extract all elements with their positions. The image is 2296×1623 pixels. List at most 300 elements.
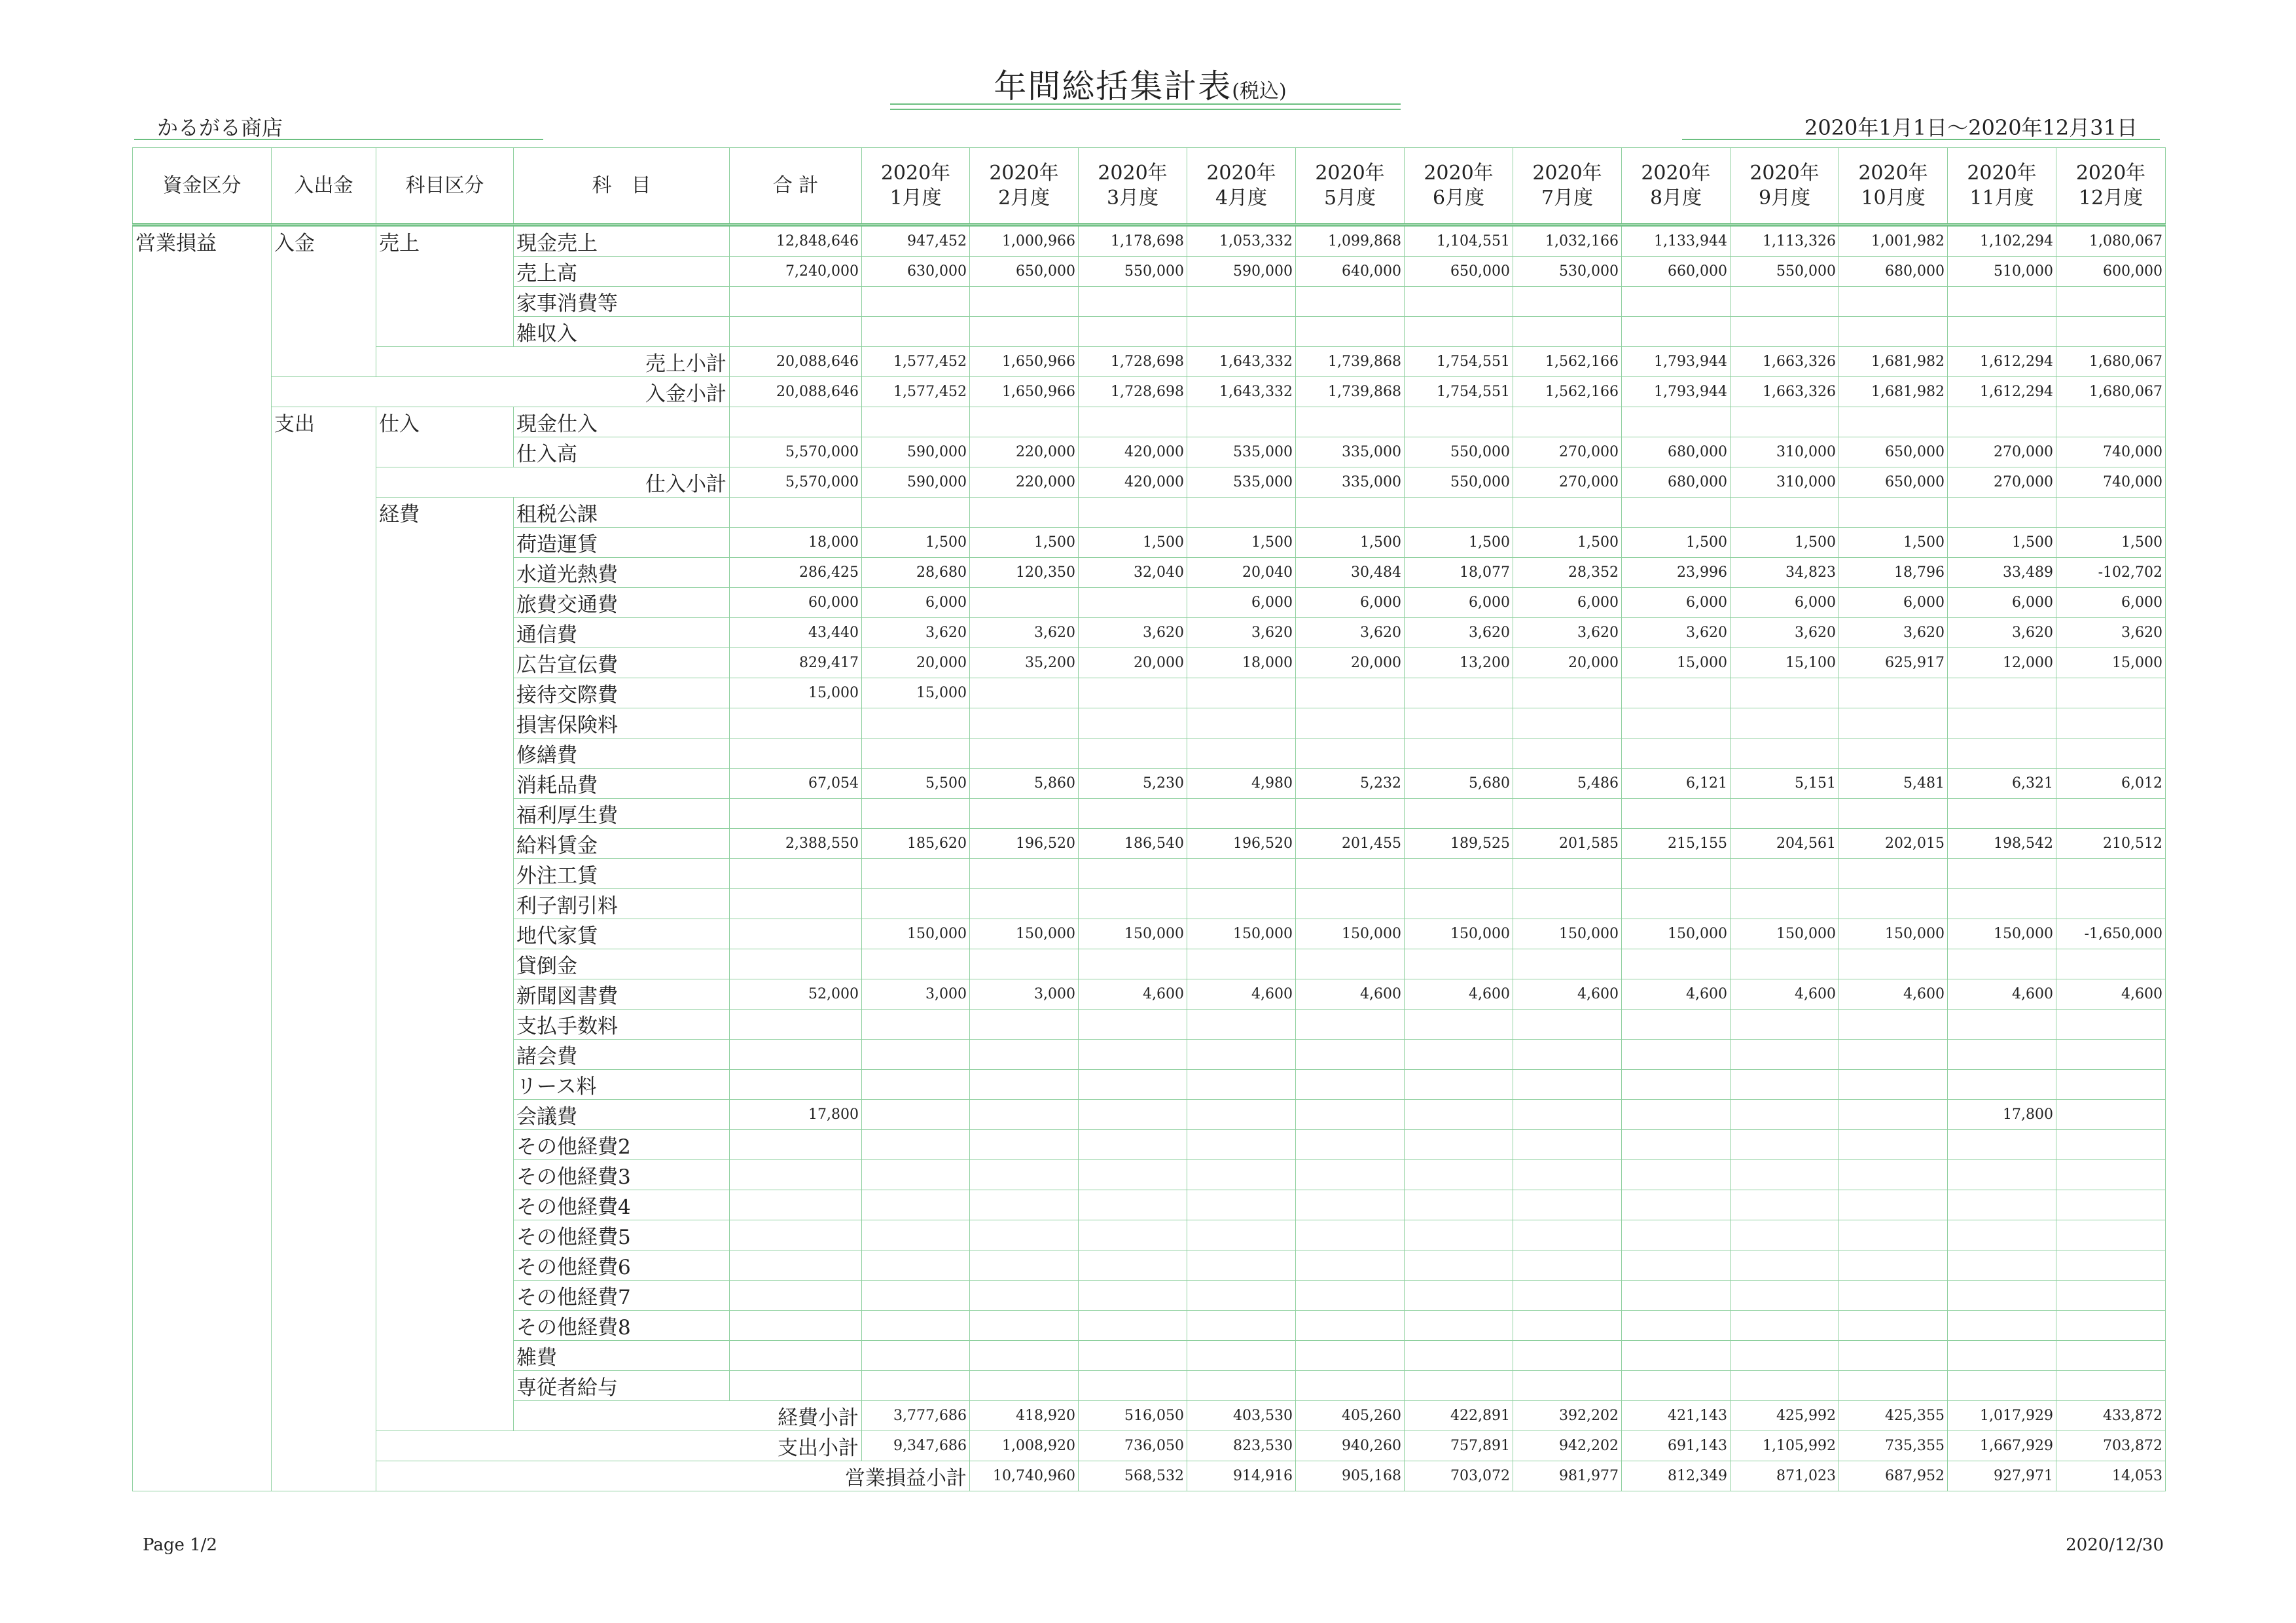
month-value [1839,1130,1948,1160]
month-value: 1,032,166 [1513,225,1622,257]
month-value: 3,620 [1731,618,1839,648]
table-row [133,407,2166,437]
month-value [970,1190,1079,1220]
month-value: 6,000 [1296,588,1405,618]
month-value [1948,889,2056,919]
month-value: 150,000 [1839,919,1948,949]
month-value: 422,891 [1405,1401,1513,1431]
month-value: 1,577,452 [862,377,970,407]
month-value [1513,1371,1622,1401]
month-value [1622,739,1731,769]
month-value: 196,520 [970,829,1079,859]
header-month-year: 2020年 [1967,161,2037,185]
subject-label: 仕入高 [514,437,730,467]
month-value: 418,920 [970,1401,1079,1431]
month-value: 3,620 [1187,618,1296,648]
month-value [2056,1281,2166,1311]
month-value [1079,1130,1187,1160]
month-value [1513,1190,1622,1220]
month-value: 6,000 [1187,588,1296,618]
month-value: 1,133,944 [1622,225,1731,257]
header-month-label: 11月度 [1969,186,2034,210]
month-value [970,859,1079,889]
month-value [1079,678,1187,708]
month-value: 32,040 [1079,558,1187,588]
month-value: 3,620 [1622,618,1731,648]
subject-label: その他経費6 [514,1250,730,1281]
subject-label: 貸倒金 [514,949,730,979]
month-value: 940,260 [1296,1431,1405,1461]
subtotal-label: 営業損益小計 [376,1461,970,1491]
subject-label: 売上高 [514,257,730,287]
subtotal-label: 入金小計 [272,377,730,407]
month-value [1079,1010,1187,1040]
month-value: 1,099,868 [1296,225,1405,257]
month-value: 30,484 [1296,558,1405,588]
month-value: 6,000 [1731,588,1839,618]
subject-label: 雑収入 [514,317,730,347]
month-value: -102,702 [2056,558,2166,588]
subtotal-label: 支出小計 [376,1431,862,1461]
month-value: 18,077 [1405,558,1513,588]
month-value: 150,000 [1622,919,1731,949]
month-value [1622,287,1731,317]
page-number: Page 1/2 [143,1535,217,1555]
month-value: 871,023 [1731,1461,1839,1491]
subject-label: 家事消費等 [514,287,730,317]
month-value [1187,1220,1296,1250]
month-value: 20,040 [1187,558,1296,588]
month-value [1296,739,1405,769]
subject-label: 修繕費 [514,739,730,769]
month-value [1948,1160,2056,1190]
month-value [862,949,970,979]
month-value: 189,525 [1405,829,1513,859]
header-month-label: 3月度 [1106,186,1159,210]
month-value [1731,1010,1839,1040]
month-value [862,1220,970,1250]
month-value [1948,1371,2056,1401]
report-period: 2020年1月1日～2020年12月31日 [1804,115,2138,140]
month-value [862,739,970,769]
month-value [1622,1100,1731,1130]
month-value [2056,708,2166,739]
month-value [862,287,970,317]
month-value [862,1281,970,1311]
subject-label: その他経費7 [514,1281,730,1311]
month-value: 3,620 [970,618,1079,648]
month-value: 5,481 [1839,769,1948,799]
month-value: 640,000 [1296,257,1405,287]
subject-label: 水道光熱費 [514,558,730,588]
month-value: 625,917 [1839,648,1948,678]
month-value [1839,1311,1948,1341]
month-value [1731,1190,1839,1220]
month-value [1405,708,1513,739]
month-value: 1,643,332 [1187,377,1296,407]
total-value: 3,777,686 [862,1401,970,1431]
month-value [1948,287,2056,317]
month-value [1296,1250,1405,1281]
month-value [1513,1070,1622,1100]
month-value [1839,1010,1948,1040]
month-value [862,799,970,829]
month-value [1622,1130,1731,1160]
month-value [1405,317,1513,347]
month-value [1296,1371,1405,1401]
total-value [730,1281,862,1311]
month-value [1405,1220,1513,1250]
month-value [1187,1190,1296,1220]
month-value [970,1070,1079,1100]
month-value [1187,708,1296,739]
month-value: 270,000 [1513,467,1622,498]
month-value [2056,1220,2166,1250]
month-value: 535,000 [1187,437,1296,467]
total-value [730,1371,862,1401]
month-value: 1,500 [1296,528,1405,558]
month-value [970,287,1079,317]
month-value [970,1341,1079,1371]
month-value [970,889,1079,919]
header-month [1731,148,1839,225]
header-month-year: 2020年 [880,161,951,185]
month-value: 33,489 [1948,558,2056,588]
month-value [1839,287,1948,317]
month-value [1296,1281,1405,1311]
month-value [1187,407,1296,437]
header-month-label: 6月度 [1432,186,1485,210]
month-value [2056,407,2166,437]
subject-class-cell: 売上 [376,225,514,347]
month-value [1187,287,1296,317]
month-value: 270,000 [1948,437,2056,467]
header-month [2056,148,2166,225]
month-value [1513,1311,1622,1341]
month-value [2056,1250,2166,1281]
month-value: 1,102,294 [1948,225,2056,257]
month-value [1622,1311,1731,1341]
header-month-year: 2020年 [1098,161,1168,185]
month-value [1839,1220,1948,1250]
month-value [1187,1281,1296,1311]
month-value: 650,000 [970,257,1079,287]
month-value [970,588,1079,618]
shop-underline [134,139,543,140]
month-value [1296,317,1405,347]
month-value: 680,000 [1622,467,1731,498]
month-value [1731,799,1839,829]
month-value: 4,600 [1513,979,1622,1010]
month-value [1296,708,1405,739]
fund-class-cell: 営業損益 [133,225,272,1491]
month-value [1079,1281,1187,1311]
month-value [1622,1250,1731,1281]
month-value [1405,859,1513,889]
month-value: 1,562,166 [1513,377,1622,407]
month-value: 220,000 [970,437,1079,467]
month-value: 6,121 [1622,769,1731,799]
header-month-label: 8月度 [1649,186,1702,210]
table-row [133,1461,2166,1491]
month-value [1948,1010,2056,1040]
month-value [1187,1341,1296,1371]
month-value: 201,585 [1513,829,1622,859]
month-value: 1,754,551 [1405,377,1513,407]
subject-label: 外注工賃 [514,859,730,889]
month-value [1079,1040,1187,1070]
month-value [2056,1371,2166,1401]
month-value: 1,728,698 [1079,377,1187,407]
month-value [1839,678,1948,708]
month-value [1513,799,1622,829]
month-value [862,1250,970,1281]
month-value: 15,100 [1731,648,1839,678]
month-value: 3,000 [862,979,970,1010]
total-value: 286,425 [730,558,862,588]
month-value: 516,050 [1079,1401,1187,1431]
month-value [1948,1250,2056,1281]
month-value: 1,663,326 [1731,377,1839,407]
month-value: 433,872 [2056,1401,2166,1431]
month-value [1187,889,1296,919]
month-value: 550,000 [1079,257,1187,287]
total-value: 9,347,686 [862,1431,970,1461]
month-value: 1,793,944 [1622,377,1731,407]
month-value [2056,1311,2166,1341]
total-value: 17,800 [730,1100,862,1130]
month-value: 1,643,332 [1187,347,1296,377]
month-value: 1,500 [1839,528,1948,558]
month-value [970,1130,1079,1160]
month-value [1731,859,1839,889]
month-value: 3,620 [862,618,970,648]
header-month [1296,148,1405,225]
total-value: 2,388,550 [730,829,862,859]
month-value: 550,000 [1405,437,1513,467]
month-value: 6,000 [1513,588,1622,618]
period-underline [1682,139,2160,140]
month-value: 6,000 [1405,588,1513,618]
month-value [1296,1040,1405,1070]
month-value [1296,1130,1405,1160]
month-value: 942,202 [1513,1431,1622,1461]
month-value: 3,000 [970,979,1079,1010]
total-value [730,799,862,829]
month-value [970,1010,1079,1040]
table-row [133,1431,2166,1461]
month-value: 1,080,067 [2056,225,2166,257]
month-value [862,407,970,437]
month-value [1187,1040,1296,1070]
total-value: 43,440 [730,618,862,648]
subject-label: 接待交際費 [514,678,730,708]
month-value [1405,498,1513,528]
report-title: 年間総括集計表 [994,67,1232,105]
month-value: 335,000 [1296,467,1405,498]
month-value [1187,1070,1296,1100]
month-value: 905,168 [1296,1461,1405,1491]
month-value [1731,1341,1839,1371]
total-value [730,498,862,528]
month-value [862,1070,970,1100]
report-title-suffix: (税込) [1232,80,1287,103]
subject-label: 地代家賃 [514,919,730,949]
month-value [1079,799,1187,829]
subject-label: 荷造運賃 [514,528,730,558]
month-value [1079,287,1187,317]
month-value: 1,500 [1079,528,1187,558]
month-value [2056,1160,2166,1190]
month-value: 4,600 [1405,979,1513,1010]
subject-label: 利子割引料 [514,889,730,919]
month-value: 590,000 [862,437,970,467]
month-value [1839,949,1948,979]
month-value: 740,000 [2056,467,2166,498]
month-value [1839,889,1948,919]
month-value [1405,1040,1513,1070]
month-value [1296,889,1405,919]
month-value: 12,000 [1948,648,2056,678]
month-value: 150,000 [1948,919,2056,949]
month-value: 1,612,294 [1948,377,2056,407]
subject-class-cell: 仕入 [376,407,514,467]
month-value: 150,000 [1731,919,1839,949]
month-value: 18,000 [1187,648,1296,678]
month-value [1839,739,1948,769]
subject-label: その他経費5 [514,1220,730,1250]
month-value: 757,891 [1405,1431,1513,1461]
month-value [1079,317,1187,347]
month-value: 5,151 [1731,769,1839,799]
subject-label: その他経費2 [514,1130,730,1160]
month-value [1187,949,1296,979]
header-month [1839,148,1948,225]
month-value: 1,612,294 [1948,347,2056,377]
month-value: 1,681,982 [1839,347,1948,377]
month-value: 6,000 [1839,588,1948,618]
month-value [1405,1190,1513,1220]
month-value: 6,000 [1622,588,1731,618]
month-value [1731,287,1839,317]
month-value [1839,799,1948,829]
month-value [1513,949,1622,979]
month-value [1296,799,1405,829]
month-value: 535,000 [1187,467,1296,498]
month-value [1731,1311,1839,1341]
month-value [1079,859,1187,889]
total-value: 20,088,646 [730,377,862,407]
month-value: 34,823 [1731,558,1839,588]
month-value [1296,498,1405,528]
month-value: 3,620 [1839,618,1948,648]
month-value [862,1040,970,1070]
header-month-label: 5月度 [1323,186,1376,210]
month-value [2056,799,2166,829]
total-value: 20,088,646 [730,347,862,377]
month-value [1731,1220,1839,1250]
month-value: 202,015 [1839,829,1948,859]
month-value [970,799,1079,829]
month-value: 812,349 [1622,1461,1731,1491]
month-value: 196,520 [1187,829,1296,859]
month-value [1405,1341,1513,1371]
month-value [1296,1341,1405,1371]
month-value [1839,1281,1948,1311]
total-value [730,1070,862,1100]
month-value [1296,1190,1405,1220]
month-value: 5,232 [1296,769,1405,799]
month-value [1079,1190,1187,1220]
header-month-label: 7月度 [1541,186,1594,210]
month-value [1296,407,1405,437]
header-month-year: 2020年 [1749,161,1820,185]
month-value [1839,1070,1948,1100]
month-value: 1,663,326 [1731,347,1839,377]
title-underline-2 [890,109,1401,110]
total-value: 829,417 [730,648,862,678]
month-value [1731,1281,1839,1311]
month-value [862,1130,970,1160]
header-month-label: 2月度 [997,186,1050,210]
month-value: 425,992 [1731,1401,1839,1431]
subject-label: 福利厚生費 [514,799,730,829]
month-value: 5,500 [862,769,970,799]
month-value: 823,530 [1187,1431,1296,1461]
header-total: 合 計 [730,148,862,225]
header-month [862,148,970,225]
month-value: 1,104,551 [1405,225,1513,257]
subtotal-label: 仕入小計 [376,467,730,498]
month-value [1731,1100,1839,1130]
month-value: 310,000 [1731,467,1839,498]
month-value: 150,000 [1296,919,1405,949]
month-value [1405,407,1513,437]
month-value: 4,600 [1622,979,1731,1010]
month-value [1622,1371,1731,1401]
total-value [730,949,862,979]
month-value: 947,452 [862,225,970,257]
month-value: 703,872 [2056,1431,2166,1461]
month-value [862,1190,970,1220]
month-value [1622,1281,1731,1311]
subject-label: 現金売上 [514,225,730,257]
month-value [1622,949,1731,979]
month-value [2056,1010,2166,1040]
total-value [730,1040,862,1070]
month-value [1079,498,1187,528]
subject-label: その他経費3 [514,1160,730,1190]
month-value [1622,1220,1731,1250]
header-fund-class: 資金区分 [133,148,272,225]
month-value [1079,1220,1187,1250]
month-value [1622,1190,1731,1220]
month-value [1839,1371,1948,1401]
month-value: 420,000 [1079,437,1187,467]
month-value: 4,600 [1296,979,1405,1010]
month-value: 150,000 [970,919,1079,949]
month-value: 15,000 [862,678,970,708]
subject-label: 損害保険料 [514,708,730,739]
month-value [862,1010,970,1040]
month-value [1839,317,1948,347]
month-value: 1,500 [2056,528,2166,558]
month-value [1079,1341,1187,1371]
month-value [1948,799,2056,829]
month-value [1296,949,1405,979]
month-value [1079,739,1187,769]
report-title-block [890,60,1401,107]
